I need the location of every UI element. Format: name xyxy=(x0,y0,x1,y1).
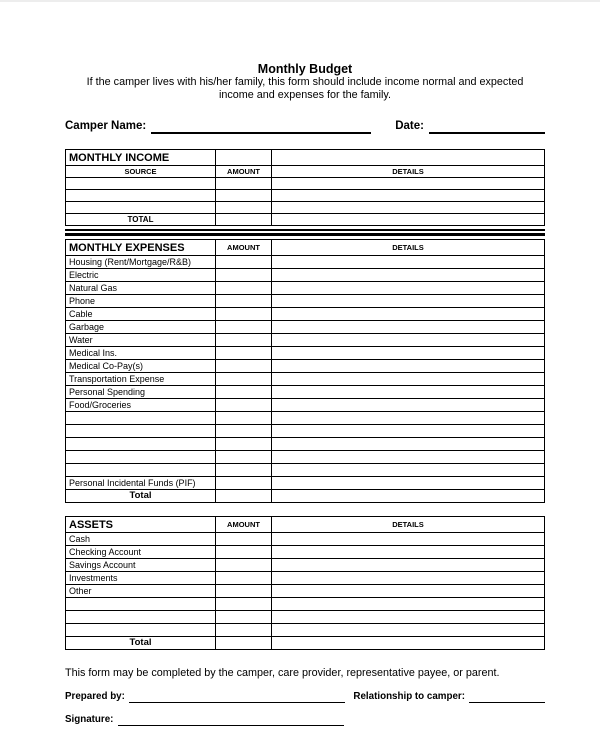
row-label xyxy=(66,624,216,637)
income-column-header-row xyxy=(66,166,545,178)
assets-total-row xyxy=(66,637,545,650)
table-row xyxy=(66,464,545,477)
date-label: Date: xyxy=(395,120,424,132)
row-label xyxy=(66,202,216,214)
section-divider xyxy=(65,229,545,236)
details-cell xyxy=(272,334,545,347)
table-row xyxy=(66,598,545,611)
assets-col-amount: AMOUNT xyxy=(216,517,272,533)
amount-cell xyxy=(216,572,272,585)
amount-cell xyxy=(216,637,272,650)
amount-cell xyxy=(216,598,272,611)
details-cell xyxy=(272,598,545,611)
row-label xyxy=(66,178,216,190)
table-row xyxy=(66,451,545,464)
row-label: Electric xyxy=(66,269,216,282)
details-cell xyxy=(272,585,545,598)
amount-cell xyxy=(216,190,272,202)
monthly-expenses-table xyxy=(65,239,545,503)
table-row xyxy=(66,308,545,321)
page-title: Monthly Budget xyxy=(257,62,353,76)
expenses-col-details: DETAILS xyxy=(272,240,545,256)
amount-cell xyxy=(216,360,272,373)
amount-cell xyxy=(216,373,272,386)
prepared-by-row xyxy=(65,690,545,703)
details-cell xyxy=(272,490,545,503)
details-cell xyxy=(272,295,545,308)
amount-cell xyxy=(216,477,272,490)
expenses-section-title: MONTHLY EXPENSES xyxy=(66,240,216,256)
table-row xyxy=(66,477,545,490)
details-cell xyxy=(272,214,545,226)
row-label xyxy=(66,425,216,438)
table-row xyxy=(66,373,545,386)
table-row xyxy=(66,399,545,412)
details-cell xyxy=(272,572,545,585)
row-label: Food/Groceries xyxy=(66,399,216,412)
camper-name-row xyxy=(65,119,545,134)
subtitle-line-1: If the camper lives with his/her family, this form should include income normal and expected xyxy=(86,76,524,88)
row-label: Other xyxy=(66,585,216,598)
table-row xyxy=(66,190,545,202)
footer-note: This form may be completed by the camper, care provider, representative payee, or parent. xyxy=(65,667,500,679)
details-cell xyxy=(272,637,545,650)
row-label: Personal Spending xyxy=(66,386,216,399)
amount-cell xyxy=(216,295,272,308)
income-title-row xyxy=(66,150,545,166)
details-cell xyxy=(272,386,545,399)
details-cell xyxy=(272,438,545,451)
table-row xyxy=(66,334,545,347)
row-label: Personal Incidental Funds (PIF) xyxy=(66,477,216,490)
row-label: Water xyxy=(66,334,216,347)
amount-cell xyxy=(216,282,272,295)
row-label: Investments xyxy=(66,572,216,585)
table-row xyxy=(66,412,545,425)
details-cell xyxy=(272,399,545,412)
table-row xyxy=(66,533,545,546)
amount-cell xyxy=(216,214,272,226)
row-label: Natural Gas xyxy=(66,282,216,295)
relationship-field xyxy=(469,691,545,703)
page-subtitle xyxy=(65,76,545,102)
signature-label: Signature: xyxy=(65,714,114,725)
details-cell xyxy=(272,412,545,425)
table-row xyxy=(66,347,545,360)
row-label: Cable xyxy=(66,308,216,321)
signature-field xyxy=(118,714,344,726)
amount-cell xyxy=(216,202,272,214)
row-label xyxy=(66,412,216,425)
table-row xyxy=(66,585,545,598)
camper-name-field xyxy=(151,119,371,134)
details-cell xyxy=(272,256,545,269)
amount-cell xyxy=(216,256,272,269)
table-row xyxy=(66,256,545,269)
table-row xyxy=(66,295,545,308)
signature-row xyxy=(65,713,545,726)
table-row xyxy=(66,425,545,438)
monthly-income-table xyxy=(65,149,545,226)
table-row xyxy=(66,360,545,373)
table-row xyxy=(66,321,545,334)
amount-cell xyxy=(216,399,272,412)
amount-cell xyxy=(216,490,272,503)
amount-cell xyxy=(216,321,272,334)
assets-col-details: DETAILS xyxy=(272,517,545,533)
row-label xyxy=(66,451,216,464)
row-label xyxy=(66,598,216,611)
prepared-by-label: Prepared by: xyxy=(65,691,125,702)
details-cell xyxy=(272,611,545,624)
details-cell xyxy=(272,347,545,360)
table-row xyxy=(66,282,545,295)
income-section-title: MONTHLY INCOME xyxy=(66,150,216,166)
table-row xyxy=(66,438,545,451)
details-cell xyxy=(272,373,545,386)
assets-section-title: ASSETS xyxy=(66,517,216,533)
prepared-by-field xyxy=(129,691,346,703)
details-cell xyxy=(272,269,545,282)
amount-cell xyxy=(216,611,272,624)
camper-name-label: Camper Name: xyxy=(65,120,147,132)
amount-cell xyxy=(216,533,272,546)
details-cell xyxy=(272,202,545,214)
amount-cell xyxy=(216,386,272,399)
row-label: Phone xyxy=(66,295,216,308)
amount-cell xyxy=(216,451,272,464)
expenses-total-label: Total xyxy=(66,490,216,503)
table-row xyxy=(66,178,545,190)
row-label: Savings Account xyxy=(66,559,216,572)
details-cell xyxy=(272,559,545,572)
details-cell xyxy=(272,533,545,546)
assets-table xyxy=(65,516,545,650)
table-row xyxy=(66,624,545,637)
details-cell xyxy=(272,308,545,321)
details-cell xyxy=(272,190,545,202)
income-col-details: DETAILS xyxy=(272,166,545,178)
details-cell xyxy=(272,451,545,464)
amount-cell xyxy=(216,150,272,166)
row-label xyxy=(66,190,216,202)
table-row xyxy=(66,611,545,624)
amount-cell xyxy=(216,585,272,598)
details-cell xyxy=(272,425,545,438)
row-label: Medical Ins. xyxy=(66,347,216,360)
amount-cell xyxy=(216,546,272,559)
table-row xyxy=(66,572,545,585)
subtitle-line-2: income and expenses for the family. xyxy=(218,89,392,101)
details-cell xyxy=(272,178,545,190)
details-cell xyxy=(272,150,545,166)
row-label xyxy=(66,464,216,477)
details-cell xyxy=(272,282,545,295)
amount-cell xyxy=(216,464,272,477)
row-label: Medical Co-Pay(s) xyxy=(66,360,216,373)
row-label: Garbage xyxy=(66,321,216,334)
table-row xyxy=(66,269,545,282)
row-label xyxy=(66,611,216,624)
row-label: Cash xyxy=(66,533,216,546)
details-cell xyxy=(272,360,545,373)
income-total-row xyxy=(66,214,545,226)
details-cell xyxy=(272,624,545,637)
amount-cell xyxy=(216,624,272,637)
amount-cell xyxy=(216,269,272,282)
assets-total-label: Total xyxy=(66,637,216,650)
amount-cell xyxy=(216,412,272,425)
expenses-header-row xyxy=(66,240,545,256)
row-label: Checking Account xyxy=(66,546,216,559)
relationship-label: Relationship to camper: xyxy=(353,691,465,702)
amount-cell xyxy=(216,347,272,360)
amount-cell xyxy=(216,308,272,321)
details-cell xyxy=(272,477,545,490)
details-cell xyxy=(272,321,545,334)
table-row xyxy=(66,202,545,214)
row-label xyxy=(66,438,216,451)
row-label: Housing (Rent/Mortgage/R&B) xyxy=(66,256,216,269)
table-row xyxy=(66,546,545,559)
amount-cell xyxy=(216,425,272,438)
date-field xyxy=(429,119,545,134)
income-col-source: SOURCE xyxy=(66,166,216,178)
amount-cell xyxy=(216,559,272,572)
expenses-col-amount: AMOUNT xyxy=(216,240,272,256)
amount-cell xyxy=(216,178,272,190)
details-cell xyxy=(272,464,545,477)
income-col-amount: AMOUNT xyxy=(216,166,272,178)
table-row xyxy=(66,386,545,399)
details-cell xyxy=(272,546,545,559)
expenses-total-row xyxy=(66,490,545,503)
table-row xyxy=(66,559,545,572)
income-total-label: TOTAL xyxy=(66,214,216,226)
amount-cell xyxy=(216,438,272,451)
amount-cell xyxy=(216,334,272,347)
row-label: Transportation Expense xyxy=(66,373,216,386)
assets-header-row xyxy=(66,517,545,533)
